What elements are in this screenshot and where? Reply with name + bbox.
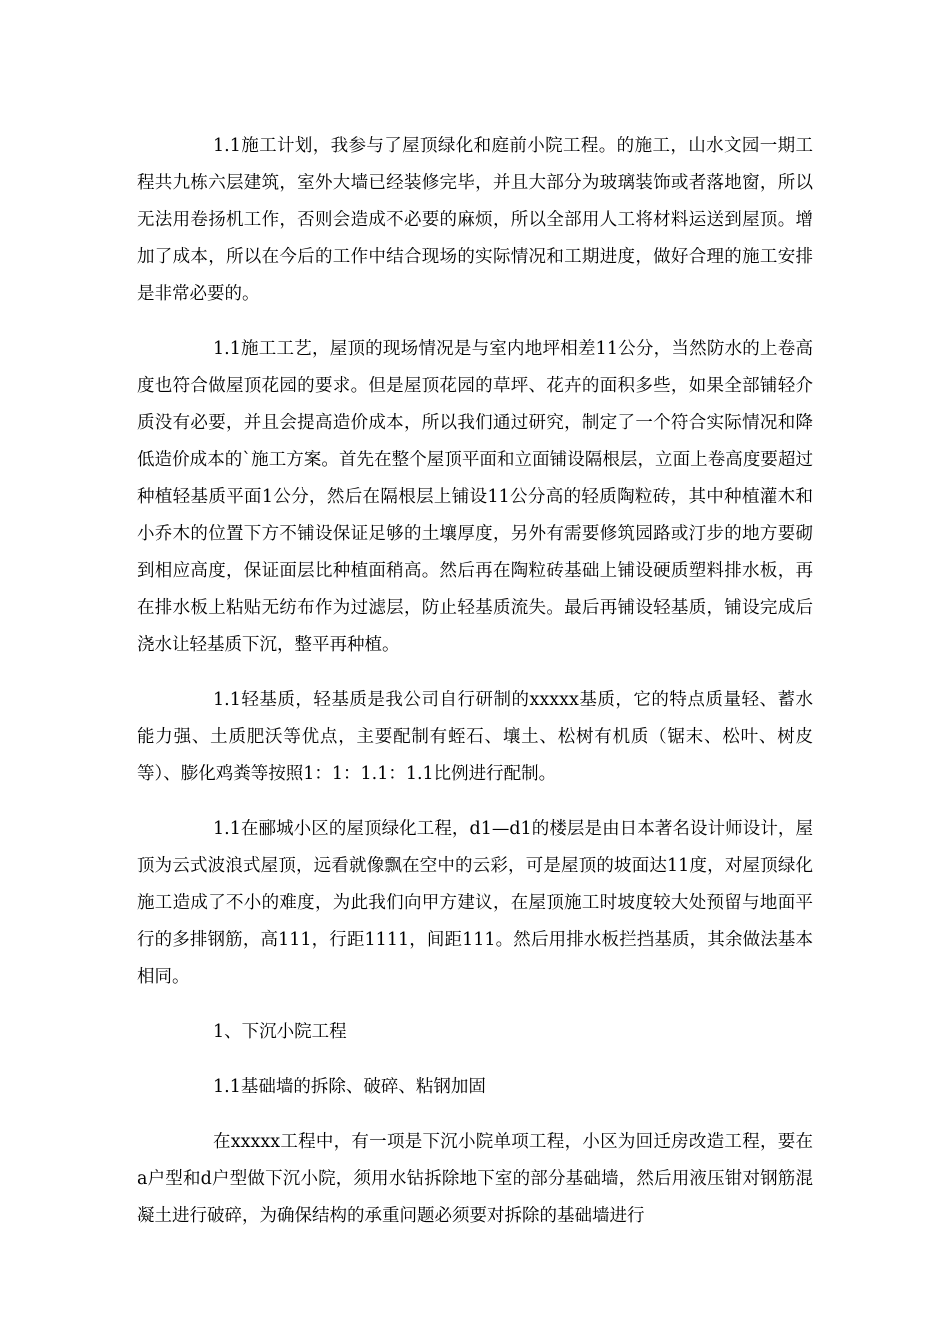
paragraph-licheng-roof: 1.1在郦城小区的屋顶绿化工程，d1—d1的楼层是由日本著名设计师设计，屋顶为云式波浪式屋顶，远看就像飘在空中的云彩，可是屋顶的坡面达11度，对屋顶绿化施工造成了不小的难度，为此我们向甲方建议，在屋顶施工时坡度较大处预留与地面平行的多排钢筋，高111，行距1111，间距111。然后用排水板拦挡基质，其余做法基本相同。 bbox=[137, 819, 813, 987]
paragraph-sunken-courtyard-project: 在xxxxx工程中，有一项是下沉小院单项工程，小区为回迁房改造工程，要在a户型和d户型做下沉小院，须用水钻拆除地下室的部分基础墙，然后用液压钳对钢筋混凝土进行破碎，为确保结构的承重问题必须要对拆除的基础墙进行 bbox=[137, 1132, 813, 1226]
section-heading-sunken-courtyard: 1、下沉小院工程 bbox=[213, 1022, 347, 1042]
subsection-heading-foundation-wall: 1.1基础墙的拆除、破碎、粘钢加固 bbox=[213, 1077, 486, 1097]
paragraph-construction-process: 1.1施工工艺，屋顶的现场情况是与室内地坪相差11公分，当然防水的上卷高度也符合做屋顶花园的要求。但是屋顶花园的草坪、花卉的面积多些，如果全部铺轻介质没有必要，并且会提高造价成本，所以我们通过研究，制定了一个符合实际情况和降低造价成本的`施工方案。首先在整个屋顶平面和立面铺设隔根层，立面上卷高度要超过种植轻基质平面1公分，然后在隔根层上铺设11公分高的轻质陶粒砖，其中种植灌木和小乔木的位置下方不铺设保证足够的土壤厚度，另外有需要修筑园路或汀步的地方要砌到相应高度，保证面层比种植面稍高。然后再在陶粒砖基础上铺设硬质塑料排水板，再在排水板上粘贴无纺布作为过滤层，防止轻基质流失。最后再铺设轻基质，铺设完成后浇水让轻基质下沉，整平再种植。 bbox=[137, 339, 813, 655]
document-body bbox=[137, 128, 813, 1253]
paragraph-light-substrate: 1.1轻基质，轻基质是我公司自行研制的xxxxx基质，它的特点质量轻、蓄水能力强、土质肥沃等优点，主要配制有蛭石、壤土、松树有机质（锯末、松叶、树皮等）、膨化鸡粪等按照1：1：1.1：1.1比例进行配制。 bbox=[137, 690, 813, 784]
paragraph-construction-plan: 1.1施工计划，我参与了屋顶绿化和庭前小院工程。的施工，山水文园一期工程共九栋六层建筑，室外大墙已经装修完毕，并且大部分为玻璃装饰或者落地窗，所以无法用卷扬机工作，否则会造成不必要的麻烦，所以全部用人工将材料运送到屋顶。增加了成本，所以在今后的工作中结合现场的实际情况和工期进度，做好合理的施工安排是非常必要的。 bbox=[137, 136, 813, 304]
